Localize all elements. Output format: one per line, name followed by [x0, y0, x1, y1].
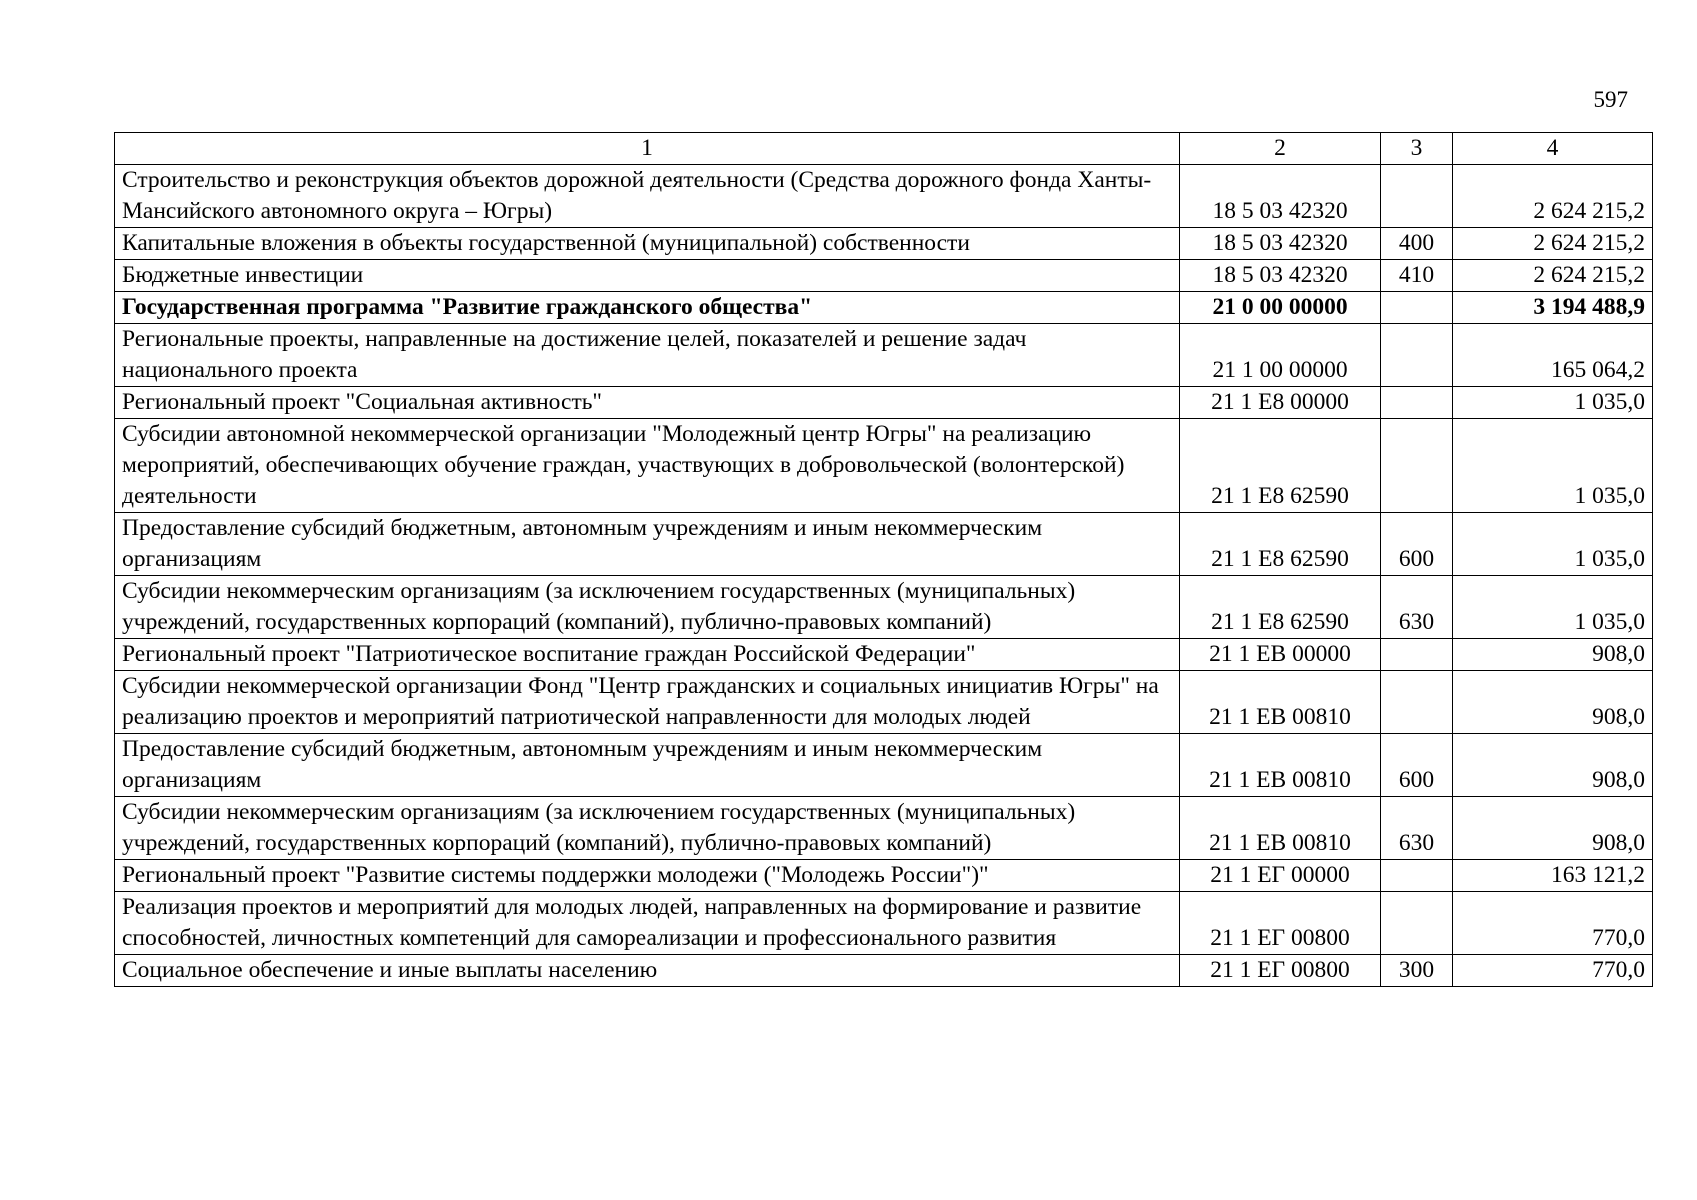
row-code-cell: 21 0 00 00000 [1180, 292, 1381, 324]
table-body [115, 165, 1653, 987]
row-expense-type-cell: 410 [1381, 260, 1453, 292]
row-code-cell: 21 1 E8 62590 [1180, 419, 1381, 513]
table-row [115, 734, 1653, 797]
row-code-cell: 18 5 03 42320 [1180, 228, 1381, 260]
row-amount-cell: 2 624 215,2 [1453, 228, 1653, 260]
row-code-cell: 21 1 EВ 00810 [1180, 671, 1381, 734]
row-code-cell: 21 1 EГ 00800 [1180, 955, 1381, 987]
row-amount-cell: 908,0 [1453, 639, 1653, 671]
row-amount-cell: 1 035,0 [1453, 513, 1653, 576]
row-amount-cell: 770,0 [1453, 892, 1653, 955]
header-col-2: 2 [1180, 133, 1381, 165]
row-expense-type-cell [1381, 292, 1453, 324]
table-row [115, 419, 1653, 513]
row-expense-type-cell [1381, 860, 1453, 892]
table-row [115, 165, 1653, 228]
row-name-cell: Субсидии некоммерческим организациям (за исключением государственных (муниципальных) учреждений, государственных корпораций (компаний), публично-правовых компаний) [115, 797, 1180, 860]
table-row [115, 228, 1653, 260]
row-name-cell: Субсидии некоммерческой организации Фонд "Центр гражданских и социальных инициатив Югры" на реализацию проектов и мероприятий патриотической направленности для молодых людей [115, 671, 1180, 734]
row-expense-type-cell [1381, 671, 1453, 734]
row-code-cell: 21 1 EГ 00000 [1180, 860, 1381, 892]
table-row [115, 892, 1653, 955]
row-name-cell: Региональный проект "Патриотическое воспитание граждан Российской Федерации" [115, 639, 1180, 671]
table-row [115, 387, 1653, 419]
row-expense-type-cell: 400 [1381, 228, 1453, 260]
row-name-cell: Региональные проекты, направленные на достижение целей, показателей и решение задач национального проекта [115, 324, 1180, 387]
row-name-cell: Реализация проектов и мероприятий для молодых людей, направленных на формирование и развитие способностей, личностных компетенций для самореализации и профессионального развития [115, 892, 1180, 955]
page-number: 597 [1593, 87, 1628, 112]
row-expense-type-cell [1381, 165, 1453, 228]
row-name-cell: Субсидии автономной некоммерческой организации "Молодежный центр Югры" на реализацию мероприятий, обеспечивающих обучение граждан, участвующих в добровольческой (волонтерской) деятельности [115, 419, 1180, 513]
row-amount-cell: 1 035,0 [1453, 576, 1653, 639]
row-expense-type-cell [1381, 324, 1453, 387]
row-code-cell: 21 1 E8 62590 [1180, 576, 1381, 639]
row-name-cell: Предоставление субсидий бюджетным, автономным учреждениям и иным некоммерческим организациям [115, 513, 1180, 576]
row-code-cell: 18 5 03 42320 [1180, 165, 1381, 228]
row-name-cell: Предоставление субсидий бюджетным, автономным учреждениям и иным некоммерческим организациям [115, 734, 1180, 797]
row-expense-type-cell: 300 [1381, 955, 1453, 987]
budget-table [114, 132, 1653, 987]
table-row [115, 513, 1653, 576]
row-amount-cell: 908,0 [1453, 671, 1653, 734]
row-code-cell: 21 1 EВ 00000 [1180, 639, 1381, 671]
row-amount-cell: 2 624 215,2 [1453, 260, 1653, 292]
table-row [115, 671, 1653, 734]
table-row [115, 324, 1653, 387]
row-name-cell: Бюджетные инвестиции [115, 260, 1180, 292]
table-row [115, 860, 1653, 892]
row-name-cell: Региональный проект "Социальная активность" [115, 387, 1180, 419]
row-amount-cell: 3 194 488,9 [1453, 292, 1653, 324]
row-code-cell: 21 1 EГ 00800 [1180, 892, 1381, 955]
row-expense-type-cell: 600 [1381, 513, 1453, 576]
header-col-4: 4 [1453, 133, 1653, 165]
row-amount-cell: 908,0 [1453, 734, 1653, 797]
row-code-cell: 18 5 03 42320 [1180, 260, 1381, 292]
row-amount-cell: 2 624 215,2 [1453, 165, 1653, 228]
row-expense-type-cell [1381, 387, 1453, 419]
row-amount-cell: 908,0 [1453, 797, 1653, 860]
row-name-cell: Субсидии некоммерческим организациям (за исключением государственных (муниципальных) учреждений, государственных корпораций (компаний), публично-правовых компаний) [115, 576, 1180, 639]
table-row [115, 797, 1653, 860]
row-name-cell: Государственная программа "Развитие гражданского общества" [115, 292, 1180, 324]
row-amount-cell: 770,0 [1453, 955, 1653, 987]
row-code-cell: 21 1 00 00000 [1180, 324, 1381, 387]
header-col-1: 1 [115, 133, 1180, 165]
row-expense-type-cell: 630 [1381, 576, 1453, 639]
header-col-3: 3 [1381, 133, 1453, 165]
row-expense-type-cell: 630 [1381, 797, 1453, 860]
row-expense-type-cell: 600 [1381, 734, 1453, 797]
row-name-cell: Региональный проект "Развитие системы поддержки молодежи ("Молодежь России")" [115, 860, 1180, 892]
header-row [115, 133, 1653, 165]
table-header [115, 133, 1653, 165]
row-code-cell: 21 1 E8 62590 [1180, 513, 1381, 576]
table-row [115, 260, 1653, 292]
table-row [115, 576, 1653, 639]
row-expense-type-cell [1381, 639, 1453, 671]
table-row [115, 955, 1653, 987]
row-code-cell: 21 1 E8 00000 [1180, 387, 1381, 419]
row-amount-cell: 1 035,0 [1453, 387, 1653, 419]
row-expense-type-cell [1381, 419, 1453, 513]
row-name-cell: Строительство и реконструкция объектов дорожной деятельности (Средства дорожного фонда Ханты-Мансийского автономного округа – Югры) [115, 165, 1180, 228]
row-amount-cell: 163 121,2 [1453, 860, 1653, 892]
row-amount-cell: 1 035,0 [1453, 419, 1653, 513]
table-row [115, 292, 1653, 324]
table-row [115, 639, 1653, 671]
row-expense-type-cell [1381, 892, 1453, 955]
row-code-cell: 21 1 EВ 00810 [1180, 797, 1381, 860]
row-amount-cell: 165 064,2 [1453, 324, 1653, 387]
row-name-cell: Социальное обеспечение и иные выплаты населению [115, 955, 1180, 987]
row-code-cell: 21 1 EВ 00810 [1180, 734, 1381, 797]
row-name-cell: Капитальные вложения в объекты государственной (муниципальной) собственности [115, 228, 1180, 260]
